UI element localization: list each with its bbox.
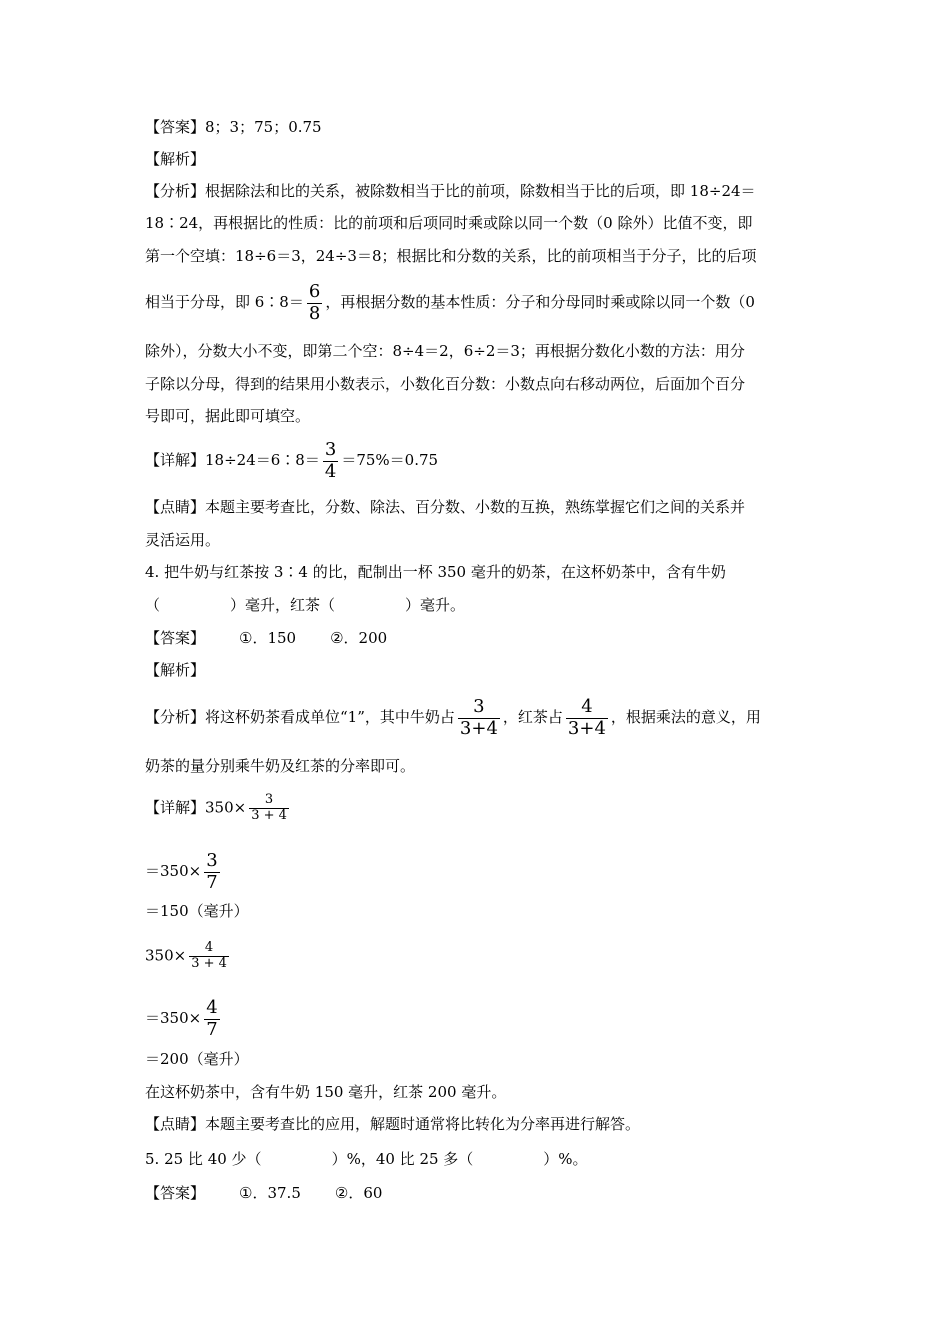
denominator: 3+4 — [459, 717, 498, 739]
comment-line-1 — [145, 497, 815, 517]
question-text: ）%，40 比 25 多（ — [331, 1150, 474, 1168]
fenxi-text: ，红茶占 — [502, 708, 563, 727]
question-5-stem — [145, 1149, 815, 1169]
denominator: 4 — [324, 460, 337, 482]
conclusion-text: 在这杯奶茶中，含有牛奶 150 毫升，红茶 200 毫升。 — [145, 1083, 507, 1101]
comment-tag: 【点睛】 — [145, 1115, 206, 1133]
fraction-step4 — [189, 941, 229, 972]
denominator: 3 + 4 — [251, 807, 287, 823]
fraction-step1 — [249, 793, 289, 824]
analysis-tag: 【解析】 — [145, 150, 206, 168]
detail-text: 350× — [145, 946, 187, 965]
numerator: 3 — [264, 792, 274, 807]
comment-text: 本题主要考查比的应用，解题时通常将比转化为分率再进行解答。 — [205, 1115, 641, 1133]
question-text: ）毫升，红茶（ — [230, 596, 336, 614]
fenxi-text: 子除以分母，得到的结果用小数表示，小数化百分数：小数点向右移动两位，后面加个百分 — [145, 375, 746, 393]
fenxi-line-1 — [145, 181, 815, 201]
detail-text: 18÷24＝6∶8＝ — [205, 451, 320, 470]
fenxi-text: 号即可，据此即可填空。 — [145, 407, 311, 425]
answer-line — [145, 117, 815, 137]
denominator: 7 — [206, 871, 218, 893]
fraction-step5 — [204, 998, 219, 1040]
fraction-tea — [566, 697, 608, 739]
bracket-open: （ — [145, 596, 161, 614]
numerator: 6 — [308, 281, 321, 302]
q4-detail-step-4 — [145, 941, 815, 972]
fenxi-text: ，再根据分数的基本性质：分子和分母同时乘或除以同一个数（0 — [325, 293, 755, 312]
answer-2: ②．60 — [334, 1184, 383, 1202]
question-text: ）毫升。 — [405, 596, 466, 614]
fenxi-text: 第一个空填：18÷6＝3，24÷3＝8；根据比和分数的关系，比的前项相当于分子，比的后项 — [145, 247, 757, 265]
fraction-step2 — [204, 851, 219, 893]
fenxi-text: ，根据乘法的意义，用 — [610, 708, 761, 727]
q4-detail-step-3 — [145, 901, 815, 921]
detail-text: ＝75%＝0.75 — [341, 451, 439, 470]
question-text: 5. 25 比 40 少（ — [145, 1150, 262, 1168]
analysis-tag: 【解析】 — [145, 661, 206, 679]
comment-text: 本题主要考查比，分数、除法、百分数、小数的互换，熟练掌握它们之间的关系并 — [205, 498, 746, 516]
fenxi-text: 将这杯奶茶看成单位“1”，其中牛奶占 — [205, 708, 455, 727]
denominator: 7 — [206, 1018, 218, 1040]
comment-text: 灵活运用。 — [145, 531, 221, 549]
fenxi-tag: 【分析】 — [145, 708, 206, 727]
fenxi-tag: 【分析】 — [145, 182, 206, 200]
detail-text: ＝350× — [145, 862, 202, 881]
fenxi-text: 奶茶的量分别乘牛奶及红茶的分率即可。 — [145, 757, 416, 775]
q4-conclusion — [145, 1082, 815, 1102]
numerator: 4 — [581, 696, 593, 717]
fraction-6-8 — [307, 282, 322, 324]
detail-text: 350× — [205, 798, 247, 817]
q4-answer-line — [145, 628, 815, 648]
detail-tag: 【详解】 — [145, 451, 206, 470]
q4-fenxi-line-1 — [145, 697, 815, 739]
comment-line-2 — [145, 530, 815, 550]
denominator: 8 — [308, 302, 321, 324]
detail-text: ＝350× — [145, 1009, 202, 1028]
fraction-milk — [458, 697, 500, 739]
fenxi-text: 相当于分母，即 6∶8＝ — [145, 293, 304, 312]
q5-answer-line — [145, 1183, 815, 1203]
fraction-3-4 — [323, 440, 338, 482]
answer-tag: 【答案】 — [145, 118, 206, 136]
question-text: ）%。 — [543, 1150, 588, 1168]
numerator: 3 — [324, 439, 337, 460]
numerator: 3 — [206, 850, 218, 871]
q4-detail-step-5 — [145, 998, 815, 1040]
analysis-heading — [145, 149, 815, 169]
q4-comment-line — [145, 1114, 815, 1134]
fenxi-text: 根据除法和比的关系，被除数相当于比的前项，除数相当于比的后项，即 18÷24＝ — [205, 182, 756, 200]
fenxi-line-7 — [145, 406, 815, 426]
q4-detail-step-6 — [145, 1049, 815, 1069]
numerator: 4 — [204, 940, 214, 955]
fenxi-line-6 — [145, 374, 815, 394]
denominator: 3 + 4 — [191, 955, 227, 971]
detail-line — [145, 440, 815, 482]
numerator: 3 — [473, 696, 485, 717]
fenxi-text: 18∶24，再根据比的性质：比的前项和后项同时乘或除以同一个数（0 除外）比值不变，即 — [145, 214, 753, 232]
numerator: 4 — [206, 997, 218, 1018]
fenxi-text: 除外），分数大小不变，即第二个空：8÷4＝2，6÷2＝3；再根据分数化小数的方法：用分 — [145, 342, 745, 360]
question-4-stem-1 — [145, 562, 815, 582]
q4-analysis-heading — [145, 660, 815, 680]
fenxi-line-4 — [145, 282, 815, 324]
denominator: 3+4 — [567, 717, 606, 739]
answer-1: ①．150 — [239, 629, 297, 647]
answer-tag: 【答案】 — [145, 1184, 206, 1202]
q4-detail-step-1 — [145, 793, 815, 824]
fenxi-line-2 — [145, 213, 815, 233]
comment-tag: 【点睛】 — [145, 498, 206, 516]
detail-text: ＝150（毫升） — [145, 902, 249, 920]
detail-tag: 【详解】 — [145, 798, 206, 817]
fenxi-line-3 — [145, 246, 815, 266]
question-text: 4. 把牛奶与红茶按 3∶4 的比，配制出一杯 350 毫升的奶茶，在这杯奶茶中，含有牛奶 — [145, 563, 726, 581]
q4-fenxi-line-2 — [145, 756, 815, 776]
q4-detail-step-2 — [145, 851, 815, 893]
answer-tag: 【答案】 — [145, 629, 206, 647]
answer-2: ②．200 — [330, 629, 388, 647]
answer-text: 8；3；75；0.75 — [205, 118, 322, 136]
question-4-stem-2 — [145, 595, 815, 615]
answer-1: ①．37.5 — [239, 1184, 301, 1202]
detail-text: ＝200（毫升） — [145, 1050, 249, 1068]
fenxi-line-5 — [145, 341, 815, 361]
